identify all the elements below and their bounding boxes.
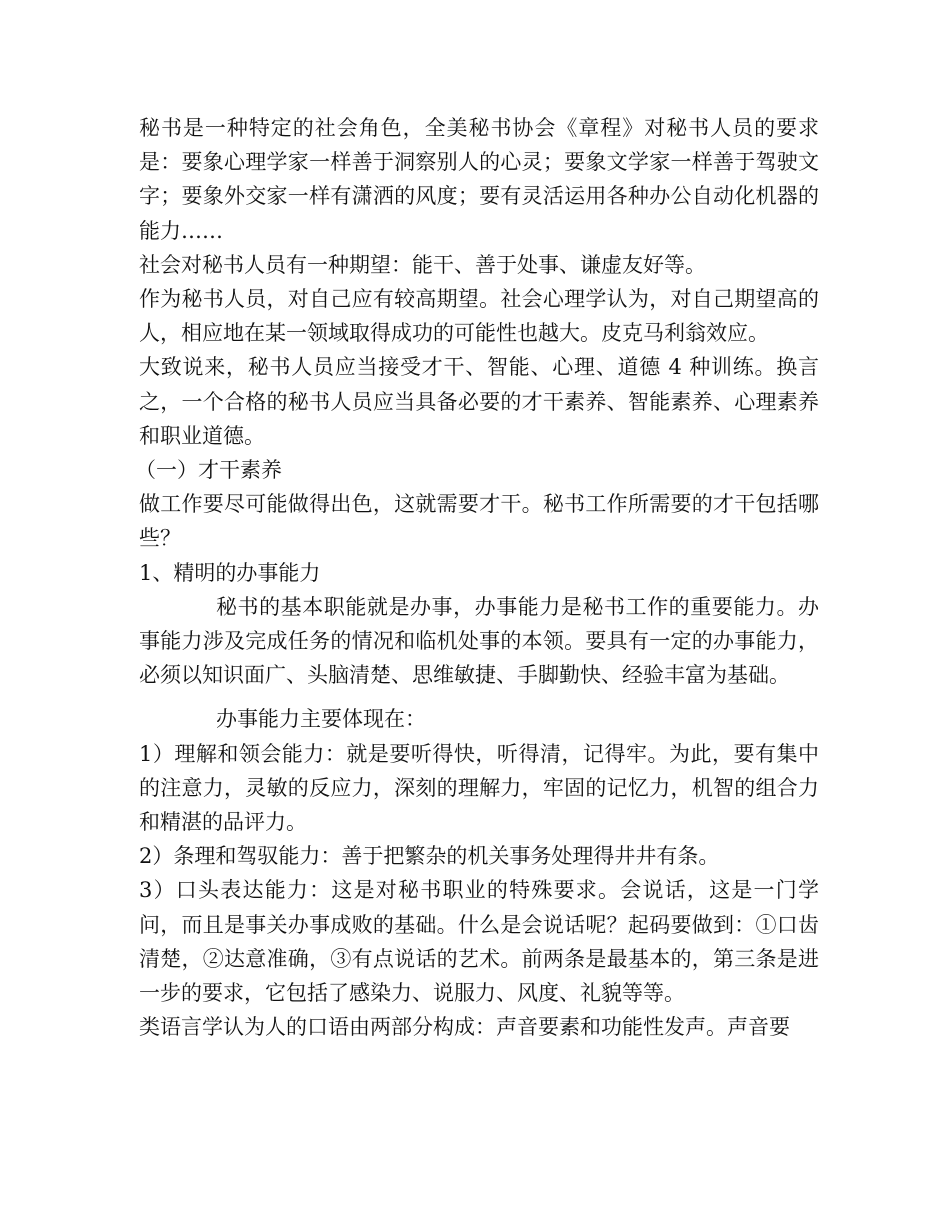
list-item-organization: 2）条理和驾驭能力：善于把繁杂的机关事务处理得井井有条。 [139,844,720,869]
paragraph-self-expectation: 作为秘书人员，对自己应有较高期望。社会心理学认为，对自己期望高的人，相应地在某一领域取得成功的可能性也越大。皮克马利翁效应。 [139,287,819,346]
subheading-work-ability: 1、精明的办事能力 [139,560,321,585]
list-item-oral-expression: 3）口头表达能力：这是对秘书职业的特殊要求。会说话，这是一门学问，而且是事关办事成败的基础。什么是会说话呢？起码要做到：①口齿清楚，②达意准确，③有点说话的艺术。前两条是最基本的，第三条是进一步的要求，它包括了感染力、说服力、风度、礼貌等等。 [139,878,819,1006]
section-heading-talent: （一）才干素养 [135,458,282,483]
paragraph-work-ability: 秘书的基本职能就是办事，办事能力是秘书工作的重要能力。办事能力涉及完成任务的情况和临机处事的本领。要具有一定的办事能力，必须以知识面广、头脑清楚、思维敏捷、手脚勤快、经验丰富为基础。 [139,594,819,688]
list-item-comprehension: 1）理解和领会能力：就是要听得快，听得清，记得牢。为此，要有集中的注意力，灵敏的反应力，深刻的理解力，牢固的记忆力，机智的组合力和精湛的品评力。 [139,741,819,835]
paragraph-ability-manifest: 办事能力主要体现在： [216,707,426,732]
paragraph-talent-intro: 做工作要尽可能做得出色，这就需要才干。秘书工作所需要的才干包括哪些？ [139,492,819,551]
document-body [135,111,819,1044]
paragraph-secretary-role: 秘书是一种特定的社会角色，全美秘书协会《章程》对秘书人员的要求是：要象心理学家一样善于洞察别人的心灵；要象文学家一样善于驾驶文字；要象外交家一样有潇洒的风度；要有灵活运用各种办公自动化机器的能力…… [139,116,819,243]
paragraph-paralinguistics: 类语言学认为人的口语由两部分构成：声音要素和功能性发声。声音要 [139,1015,790,1040]
paragraph-social-expectation: 社会对秘书人员有一种期望：能干、善于处事、谦虚友好等。 [139,252,706,277]
paragraph-four-trainings: 大致说来，秘书人员应当接受才干、智能、心理、道德 4 种训练。换言之，一个合格的秘书人员应当具备必要的才干素养、智能素养、心理素养和职业道德。 [139,355,819,448]
